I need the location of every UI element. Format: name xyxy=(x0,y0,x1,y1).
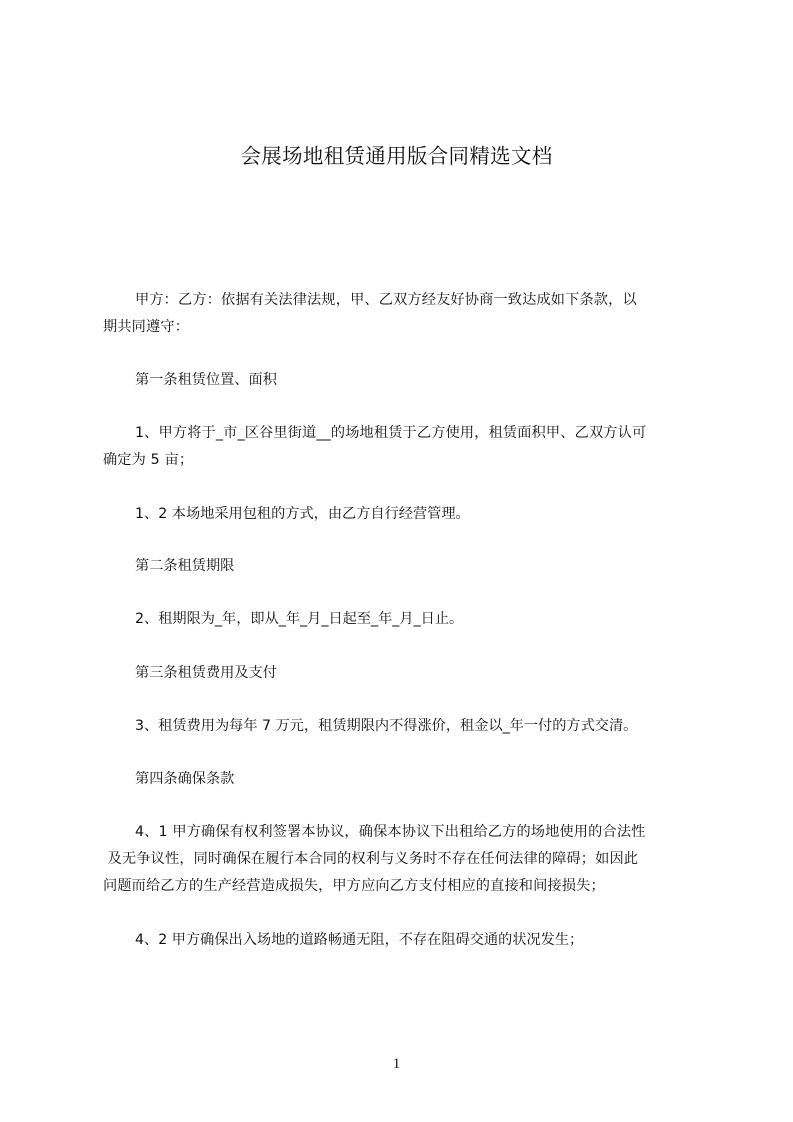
article-1-heading: 第一条租赁位置、面积 xyxy=(135,372,277,388)
paragraph-line: 及无争议性，同时确保在履行本合同的权利与义务时不存在任何法律的障碍；如因此 xyxy=(103,851,639,867)
document-title: 会展场地租赁通用版合同精选文档 xyxy=(240,144,553,168)
paragraph-line: 甲方：乙方：依据有关法律法规，甲、乙双方经友好协商一致达成如下条款，以 xyxy=(135,292,637,308)
clause-2-paragraph: 2、租期限为_年，即从_年_月_日起至_年_月_日止。 xyxy=(135,611,464,627)
article-3-heading: 第三条租赁费用及支付 xyxy=(135,665,277,681)
article-4-heading: 第四条确保条款 xyxy=(135,771,235,787)
page-number: 1 xyxy=(392,1056,401,1072)
paragraph-line: 问题而给乙方的生产经营造成损失，甲方应向乙方支付相应的直接和间接损失； xyxy=(103,878,605,894)
paragraph-line: 1、甲方将于_市_区谷里街道__的场地租赁于乙方使用，租赁面积甲、乙双方认可 xyxy=(135,425,647,441)
clause-4-1-paragraph xyxy=(103,819,715,900)
clause-1-2-paragraph: 1、2 本场地采用包租的方式，由乙方自行经营管理。 xyxy=(135,506,470,522)
clause-3-paragraph: 3、租赁费用为每年 7 万元，租赁期限内不得涨价，租金以_年一付的方式交清。 xyxy=(135,718,638,734)
intro-paragraph xyxy=(103,287,715,341)
clause-4-2-paragraph: 4、2 甲方确保出入场地的道路畅通无阻，不存在阻碍交通的状况发生； xyxy=(135,932,584,948)
paragraph-line: 4、1 甲方确保有权利签署本协议，确保本协议下出租给乙方的场地使用的合法性 xyxy=(135,824,646,840)
paragraph-line: 确定为 5 亩； xyxy=(103,452,194,468)
paragraph-line: 期共同遵守： xyxy=(103,319,190,335)
article-2-heading: 第二条租赁期限 xyxy=(135,558,235,574)
clause-1-paragraph xyxy=(103,420,715,474)
